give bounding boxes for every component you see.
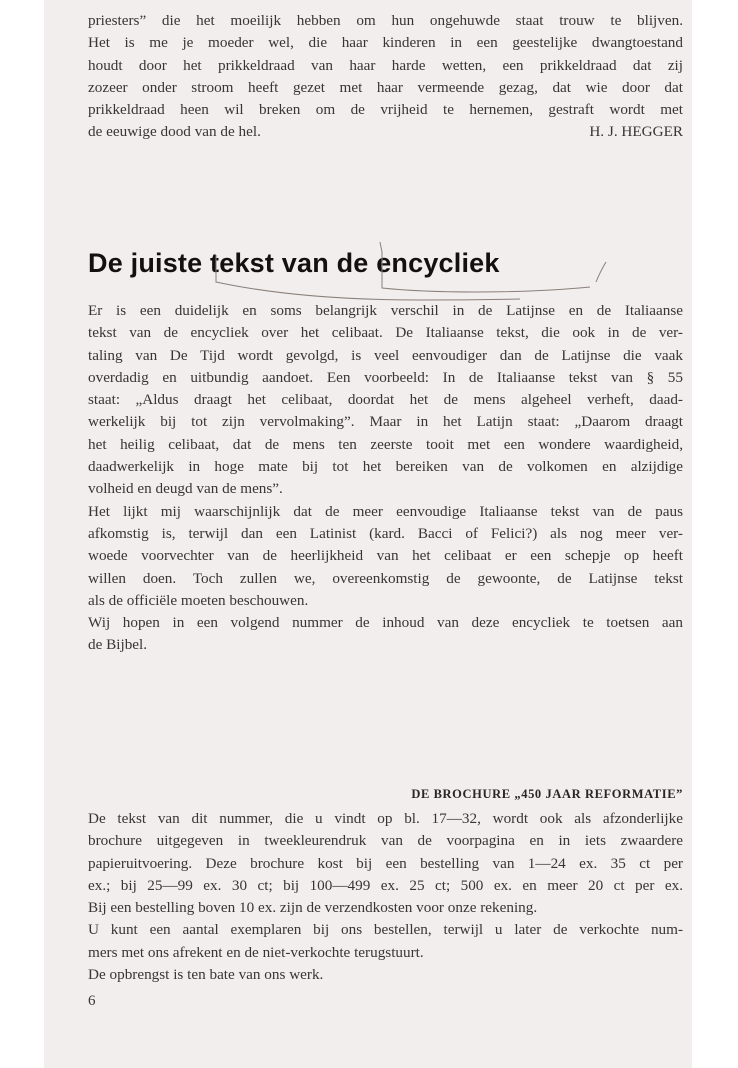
text-line: willen doen. Toch zullen we, overeenkomstig de gewoonte, de Latijnse tekst xyxy=(88,569,683,587)
text-line: Bij een bestelling boven 10 ex. zijn de verzendkosten voor onze rekening. xyxy=(88,899,538,917)
text-line: volheid en deugd van de mens”. xyxy=(88,480,283,498)
text-line: priesters” die het moeilijk hebben om hun ongehuwde staat trouw te blijven. xyxy=(88,12,683,29)
text-line: Wij hopen in een volgend nummer de inhoud van deze encycliek te toetsen aan xyxy=(88,614,683,632)
text-line: afkomstig is, terwijl dan een Latinist (kard. Bacci of Felici?) als nog meer ver- xyxy=(88,524,683,542)
text-line: Er is een duidelijk en soms belangrijk verschil in de Latijnse en de Italiaanse xyxy=(88,302,683,319)
text-line: het heilig celibaat, dat de mens ten zeerste tooit met een wondere waardigheid, xyxy=(88,435,683,453)
text-line: U kunt een aantal exemplaren bij ons bestellen, terwijl u later de verkochte num- xyxy=(88,921,683,939)
text-line: Het is me je moeder wel, die haar kinderen in een geestelijke dwangtoestand xyxy=(88,34,683,52)
text-line: daadwerkelijk in hoge mate bij tot het bereiken van de volkomen en alzijdige xyxy=(88,458,683,476)
text-line: ex.; bij 25—99 ex. 30 ct; bij 100—499 ex. 25 ct; 500 ex. en meer 20 ct per ex. xyxy=(88,876,683,894)
text-line: overdadig en uitbundig aandoet. Een voorbeeld: In de Italiaanse tekst van § 55 xyxy=(88,368,683,386)
text-line: de Bijbel. xyxy=(88,636,148,654)
text-line: zozeer onder stroom heeft gezet met haar vermeende gezag, dat wie door dat xyxy=(88,78,683,96)
author-name: H. J. HEGGER xyxy=(589,123,683,141)
text-line: papieruitvoering. Deze brochure kost bij een bestelling van 1—24 ex. 35 ct per xyxy=(88,854,683,872)
article-title: De juiste tekst van de encycliek xyxy=(88,248,500,278)
text-line: Het lijkt mij waarschijnlijk dat de meer eenvoudige Italiaanse tekst van de paus xyxy=(88,502,683,520)
text-line: tekst van de encycliek over het celibaat. De Italiaanse tekst, die ook in de ver- xyxy=(88,324,683,342)
text-line: de eeuwige dood van de hel. xyxy=(88,123,261,141)
brochure-body xyxy=(88,808,683,986)
text-line: staat: „Aldus draagt het celibaat, doordat het de mens algeheel verheft, daad- xyxy=(88,391,683,409)
text-line: prikkeldraad heen wil breken om de vrijheid te hernemen, gestraft wordt met xyxy=(88,101,683,119)
text-line: als de officiële moeten beschouwen. xyxy=(88,591,309,609)
text-line: De tekst van dit nummer, die u vindt op bl. 17—32, wordt ook als afzonderlijke xyxy=(88,810,683,827)
text-line: mers met ons afrekent en de niet-verkochte terugstuurt. xyxy=(88,943,424,961)
text-line: De opbrengst is ten bate van ons werk. xyxy=(88,966,324,984)
text-line: houdt door het prikkeldraad van haar harde wetten, een prikkeldraad dat zij xyxy=(88,56,683,74)
text-line: werkelijk bij tot zijn vervolmaking”. Maar in het Latijn staat: „Daarom draagt xyxy=(88,413,683,431)
text-line: taling van De Tijd wordt gevolgd, is veel eenvoudiger dan de Latijnse die vaak xyxy=(88,346,683,364)
brochure-heading: DE BROCHURE „450 JAAR REFORMATIE” xyxy=(411,787,683,801)
text-line: woede voorvechter van de heerlijkheid van het celibaat er een schepje op heeft xyxy=(88,547,683,565)
page-number: 6 xyxy=(88,993,96,1009)
article-body xyxy=(88,300,683,657)
text-line: brochure uitgegeven in tweekleurendruk van de voorpagina en in iets zwaardere xyxy=(88,832,683,850)
